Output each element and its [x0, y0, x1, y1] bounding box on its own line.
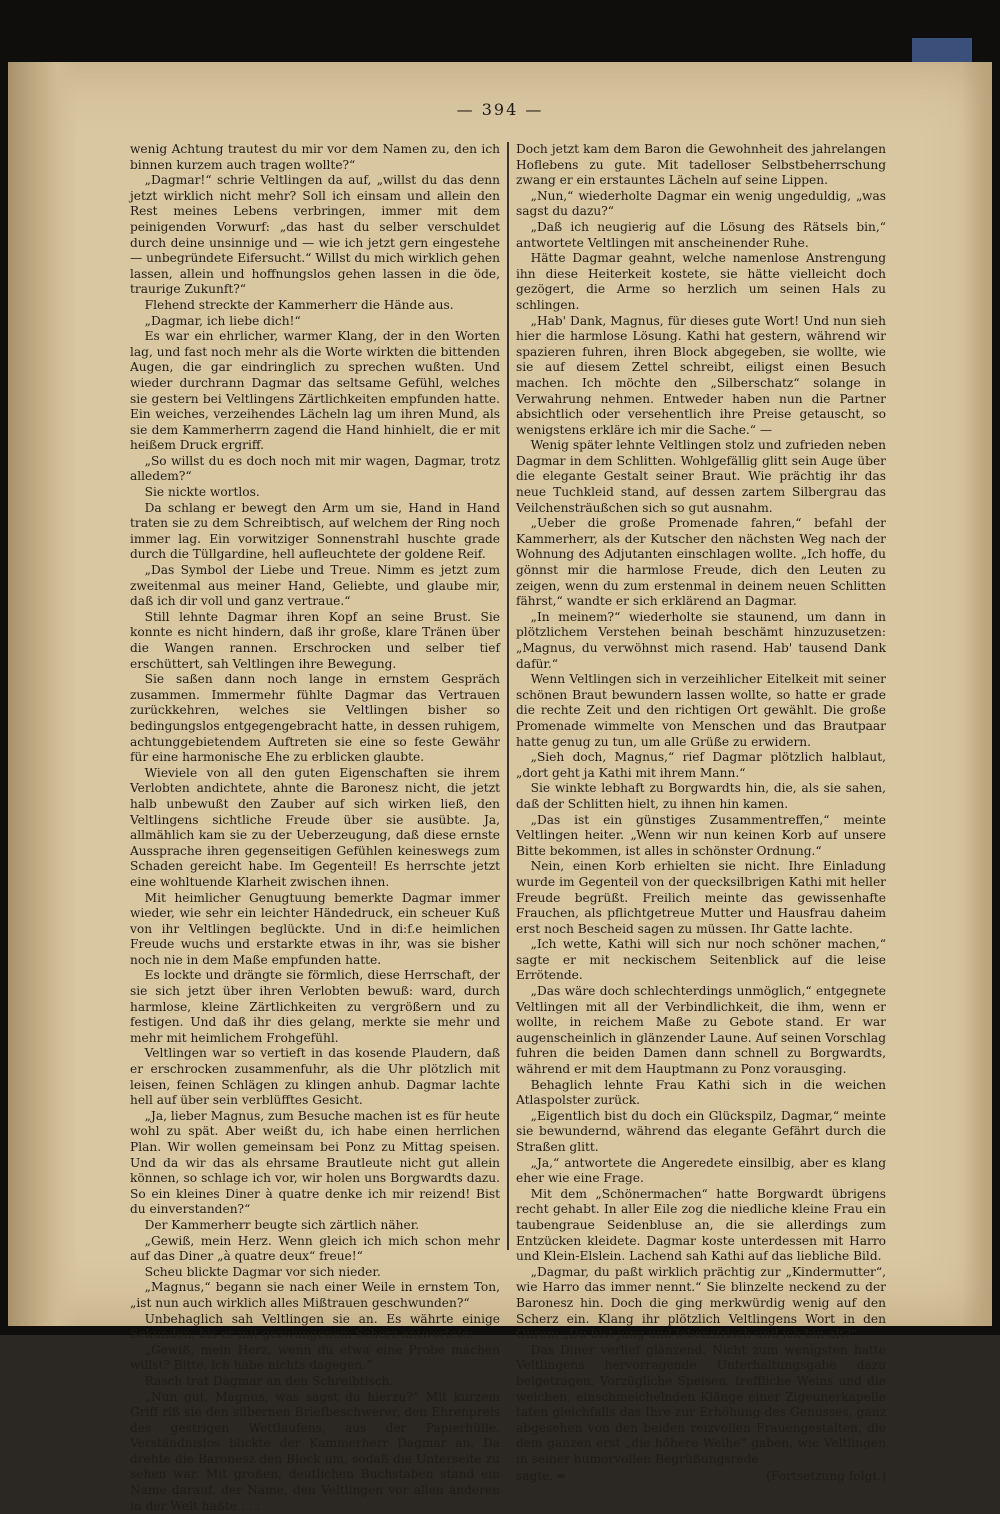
paragraph: Scheu blickte Dagmar vor sich nieder.: [130, 1265, 500, 1281]
left-text-column: [130, 142, 500, 1252]
paragraph: Da schlang er bewegt den Arm um sie, Hand in Hand traten sie zu dem Schreibtisch, auf welchem der Ring noch immer lag. Ein vorwitziger Sonnenstrahl huschte grade durch die Tüllgardine, hell aufleuchtete der goldene Reif.: [130, 501, 500, 563]
paragraph: „Dagmar!“ schrie Veltlingen da auf, „willst du das denn jetzt wirklich nicht mehr? Soll ich einsam und allein den Rest meines Lebens verbringen, immer mit dem peinigenden Vorwurf: „das hast du selber verschuldet durch deine unsinnige und — wie ich jetzt gern eingestehe — unbegründete Eifersucht.“ Willst du mich wirklich gehen lassen, allein und hoffnungslos gehen lassen in die öde, traurige Zukunft?“: [130, 173, 500, 298]
paragraph: „So willst du es doch noch mit mir wagen, Dagmar, trotz alledem?“: [130, 454, 500, 485]
paragraph: Behaglich lehnte Frau Kathi sich in die weichen Atlaspolster zurück.: [516, 1078, 886, 1109]
paragraph: Rasch trat Dagmar an den Schreibtisch.: [130, 1374, 500, 1390]
paragraph: „Hab' Dank, Magnus, für dieses gute Wort! Und nun sieh hier die harmlose Lösung. Kathi hat gestern, während wir spazieren fuhren, ihren Block abgegeben, sie wollte, wie sie auf diesem Zettel schreibt, eiligst einen Besuch machen. Ich möchte den „Silberschatz“ solange in Verwahrung nehmen. Entweder haben nun die Partner absichtlich oder versehentlich ihre Preise getauscht, so wenigstens erkläre ich mir die Sache.“ —: [516, 314, 886, 439]
paragraph: Der Kammerherr beugte sich zärtlich näher.: [130, 1218, 500, 1234]
paragraph: Mit heimlicher Genugtuung bemerkte Dagmar immer wieder, wie sehr ein leichter Händedruck, ein scheuer Kuß von ihr Veltlingen beglückte. Und in di:f.e heimlichen Freude wuchs und erstarkte etwas in ihr, was sie bisher noch nie in dem Maße empfunden hatte.: [130, 891, 500, 969]
to-be-continued-note: (Fortsetzung folgt.): [766, 1469, 886, 1485]
page-edge-shadow: [962, 62, 992, 1326]
paragraph: „Das ist ein günstiges Zusammentreffen,“ meinte Veltlingen heiter. „Wenn wir nun keinen Korb auf unsere Bitte bekommen, ist alles in schönster Ordnung.“: [516, 813, 886, 860]
paragraph: Wenig später lehnte Veltlingen stolz und zufrieden neben Dagmar in dem Schlitten. Wohlgefällig glitt sein Auge über die elegante Gestalt seiner Braut. Wie prächtig ihr das neue Tuchkleid stand, auf dessen zartem Silbergrau das Veilchensträußchen sich so gut ausnahm.: [516, 438, 886, 516]
paragraph: Wenn Veltlingen sich in verzeihlicher Eitelkeit mit seiner schönen Braut bewundern lassen wollte, so hatte er grade die rechte Zeit und den richtigen Ort gewählt. Die große Promenade wimmelte von Menschen und das Brautpaar hatte genug zu tun, um alle Grüße zu erwidern.: [516, 672, 886, 750]
paragraph: „Ueber die große Promenade fahren,“ befahl der Kammerherr, als der Kutscher den nächsten Weg nach der Wohnung des Adjutanten einschlagen wollte. „Ich hoffe, du gönnst mir die harmlose Freude, dich den Leuten zu zeigen, wenn du zum erstenmal in deinem neuen Schlitten fährst,“ wandte er sich erklärend an Dagmar.: [516, 516, 886, 610]
paragraph: „Daß ich neugierig auf die Lösung des Rätsels bin,“ antwortete Veltlingen mit anscheinender Ruhe.: [516, 220, 886, 251]
paragraph: „Eigentlich bist du doch ein Glückspilz, Dagmar,“ meinte sie bewundernd, während das elegante Gefährt durch die Straßen glitt.: [516, 1109, 886, 1156]
book-cover-edge: [912, 38, 972, 62]
paragraph: Es lockte und drängte sie förmlich, diese Herrschaft, der sie sich jetzt über ihren Verlobten bewuß: ward, durch harmlose, kleine Zärtlichkeiten zu vergrößern und zu festigen. Und daß ihr dies gelang, merkte sie mehr und mehr mit heimlichem Frohgefühl.: [130, 968, 500, 1046]
paragraph: „Nun gut, Magnus, was sagst du hierzu?“ Mit kurzem Griff riß sie den silbernen Briefbeschwerer, den Ehrenpreis des gestrigen Wettlaufens, aus der Papierhülle. Verständnislos blickte der Kammerherr Dagmar an. Da drehte die Baronesz den Block um, sodaß die Unterseite zu sehen war. Mit großen, deutlichen Buchstaben stand ein Name darauf, der Name, den Veltlingen vor allen anderen in der Welt haßte . . .: [130, 1390, 500, 1514]
paragraph: „Ja, lieber Magnus, zum Besuche machen ist es für heute wohl zu spät. Aber weißt du, ich habe einen herrlichen Plan. Wir wollen gemeinsam bei Ponz zu Mittag speisen. Und da wir das als ehrsame Brautleute nicht gut allein können, so schlage ich vor, wir holen uns Borgwardts dazu. So ein kleines Diner à quatre denke ich mir reizend! Bist du einverstanden?“: [130, 1109, 500, 1218]
paragraph: Mit dem „Schönermachen“ hatte Borgwardt übrigens recht gehabt. In aller Eile zog die niedliche kleine Frau ein taubengraue Seidenbluse an, die sie allerdings zum Entzücken kleidete. Dagmar koste unterdessen mit Harro und Klein-Elslein. Lachend sah Kathi auf das liebliche Bild.: [516, 1187, 886, 1265]
paragraph: „Ja,“ antwortete die Angeredete einsilbig, aber es klang eher wie eine Frage.: [516, 1156, 886, 1187]
paragraph: Wieviele von all den guten Eigenschaften sie ihrem Verlobten andichtete, ahnte die Baronesz nicht, die jetzt halb unbewußt den Zauber auf sich wirken ließ, den Veltlingens sichtliche Freude über sie ausübte. Ja, allmählich kam sie zu der Ueberzeugung, daß diese ernste Aussprache ihren gegenseitigen Gefühlen keineswegs zum Schaden gereicht habe. Im Gegenteil! Es herrschte jetzt eine wohltuende Klarheit zwischen ihnen.: [130, 766, 500, 891]
paragraph: „Sieh doch, Magnus,“ rief Dagmar plötzlich halblaut, „dort geht ja Kathi mit ihrem Mann.“: [516, 750, 886, 781]
paragraph: „Nun,“ wiederholte Dagmar ein wenig ungeduldig, „was sagst du dazu?“: [516, 189, 886, 220]
paragraph: Sie saßen dann noch lange in ernstem Gespräch zusammen. Immermehr fühlte Dagmar das Vertrauen zurückkehren, welches sie Veltlingen bisher so bedingungslos entgegengebracht hatte, in dessen ruhigem, achtunggebietendem Auftreten sie eine so feste Gewähr für eine harmonische Ehe zu erblicken glaubte.: [130, 672, 500, 766]
paragraph: Nein, einen Korb erhielten sie nicht. Ihre Einladung wurde im Gegenteil von der quecksilbrigen Kathi mit heller Freude begrüßt. Freilich meinte das gewissenhafte Frauchen, als pflichtgetreue Mutter und Hausfrau daheim erst noch Bescheid sagen zu müssen. Ihr Gatte lachte.: [516, 859, 886, 937]
paragraph: Flehend streckte der Kammerherr die Hände aus.: [130, 298, 500, 314]
paragraph: wenig Achtung trautest du mir vor dem Namen zu, den ich binnen kurzem auch tragen wollte?“: [130, 142, 500, 173]
paragraph: „Dagmar, ich liebe dich!“: [130, 314, 500, 330]
paragraph: Hätte Dagmar geahnt, welche namenlose Anstrengung ihn diese Heiterkeit kostete, sie hätte vielleicht doch gezögert, die Arme so herzlich um seinen Hals zu schlingen.: [516, 251, 886, 313]
paragraph: „Das Symbol der Liebe und Treue. Nimm es jetzt zum zweitenmal aus meiner Hand, Geliebte, und glaube mir, daß ich dir voll und ganz vertraue.“: [130, 563, 500, 610]
paragraph: „Gewiß, mein Herz, wenn du etwa eine Probe machen willst? Bitte, ich habe nichts dagegen.“: [130, 1343, 500, 1374]
page-binding-shadow: [8, 62, 78, 1326]
paragraph: „In meinem?“ wiederholte sie staunend, um dann in plötzlichem Verstehen beinah beschämt hinzuzusetzen: „Magnus, du verwöhnst mich rasend. Hab' tausend Dank dafür.“: [516, 610, 886, 672]
paragraph: Still lehnte Dagmar ihren Kopf an seine Brust. Sie konnte es nicht hindern, daß ihr große, klare Tränen über die Wangen rannen. Erschrocken und selber tief erschüttert, sah Veltlingen ihre Bewegung.: [130, 610, 500, 672]
paragraph: „Ich wette, Kathi will sich nur noch schöner machen,“ sagte er mit neckischem Seitenblick auf die leise Errötende.: [516, 937, 886, 984]
paragraph: Sie winkte lebhaft zu Borgwardts hin, die, als sie sahen, daß der Schlitten hielt, zu ihnen hin kamen.: [516, 781, 886, 812]
closing-text: sagte. ═: [516, 1469, 565, 1485]
paragraph: Doch jetzt kam dem Baron die Gewohnheit des jahrelangen Hoflebens zu gute. Mit tadelloser Selbstbeherrschung zwang er ein erstauntes Lächeln auf seine Lippen.: [516, 142, 886, 189]
paragraph: Veltlingen war so vertieft in das kosende Plaudern, daß er erschrocken zusammenfuhr, als die Uhr plötzlich mit leisen, feinen Schlägen zu klingen anhub. Dagmar lachte hell auf über sein verblüfftes Gesicht.: [130, 1046, 500, 1108]
paragraph: Es war ein ehrlicher, warmer Klang, der in den Worten lag, und fast noch mehr als die Worte wirkten die bittenden Augen, die gar eindringlich zu sprechen wußten. Und wieder durchrann Dagmar das seltsame Gefühl, welches sie gestern bei Veltlingens Zärtlichkeiten empfunden hatte. Ein weiches, verzeihendes Lächeln lag um ihren Mund, als sie dem Kammerherrn zagend die Hand hinhielt, die er mit heißem Druck ergriff.: [130, 329, 500, 454]
column-divider: [507, 142, 509, 1250]
page-number: — 394 —: [0, 100, 1000, 119]
paragraph: Sie nickte wortlos.: [130, 485, 500, 501]
paragraph: „Dagmar, du paßt wirklich prächtig zur „Kindermutter“, wie Harro das immer nennt.“ Sie blinzelte neckend zu der Baronesz hin. Doch die ging merkwürdig wenig auf den Scherz ein. Klang ihr plötzlich Veltlingens Wort in den Ohren: „Du bist jung und lebensfrisch und ich bin alt?“: [516, 1265, 886, 1343]
paragraph: Unbehaglich sah Veltlingen sie an. Es währte einige Sekunden, bis er mit gezwungenem Scherz antwortete:: [130, 1312, 500, 1343]
right-text-column: [516, 142, 886, 1252]
paragraph: „Magnus,“ begann sie nach einer Weile in ernstem Ton, „ist nun auch wirklich alles Mißtrauen geschwunden?“: [130, 1280, 500, 1311]
paragraph: „Das wäre doch schlechterdings unmöglich,“ entgegnete Veltlingen mit all der Verbindlichkeit, die ihm, wenn er wollte, in reichem Maße zu Gebote stand. Er war augenscheinlich in glänzender Laune. Auf seinen Vorschlag fuhren die beiden Damen dann schnell zu Borgwardts, während er mit dem Hauptmann zu Ponz vorausging.: [516, 984, 886, 1078]
paragraph: „Gewiß, mein Herz. Wenn gleich ich mich schon mehr auf das Diner „à quatre deux“ freue!“: [130, 1234, 500, 1265]
paragraph: Das Diner verlief glänzend. Nicht zum wenigsten hatte Veltlingens hervorragende Unterhaltungsgabe dazu beigetragen. Vorzügliche Speisen, treffliche Weins und die weichen, einschmeichelnden Klänge einer Zigeunerkapelle taten gleichfalls das Ihre zur Erhöhung des Genusses, ganz abgesehen von den beiden reizvollen Frauengestalten, die dem ganzen erst „die höhere Weihe“ gaben, wie Veltlingen in seiner humorvollen Begrüßungsrede: [516, 1343, 886, 1468]
continuation-line: [516, 1469, 886, 1485]
